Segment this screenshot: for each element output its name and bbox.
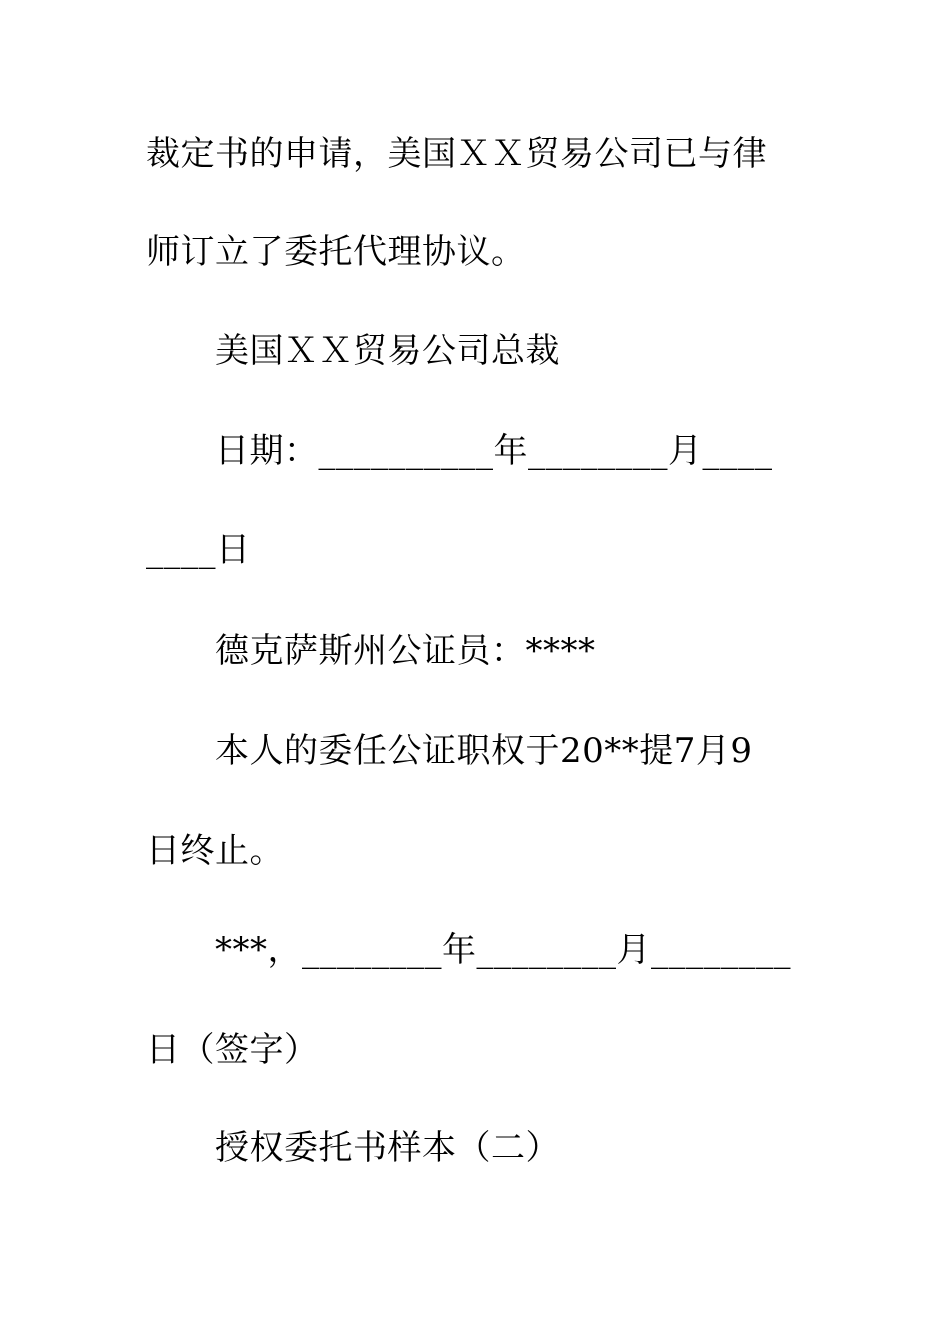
section-heading: 授权委托书样本（二） <box>215 1128 560 1168</box>
signatory-line: 美国ＸＸ贸易公司总裁 <box>215 331 560 371</box>
body-text-line: 裁定书的申请，美国ＸＸ贸易公司已与律 <box>146 134 767 174</box>
signature-date-line: ***，________年________月________ <box>215 930 791 970</box>
commission-line-continued: 日终止。 <box>146 831 284 871</box>
date-line: 日期：__________年________月____ <box>215 431 773 471</box>
body-text-line: 师订立了委托代理协议。 <box>146 232 526 272</box>
signature-label: 日（签字） <box>146 1030 319 1070</box>
date-line-continued: ____日 <box>146 530 251 570</box>
commission-line: 本人的委任公证职权于20**提7月9 <box>215 731 753 771</box>
notary-line: 德克萨斯州公证员：**** <box>215 631 596 671</box>
